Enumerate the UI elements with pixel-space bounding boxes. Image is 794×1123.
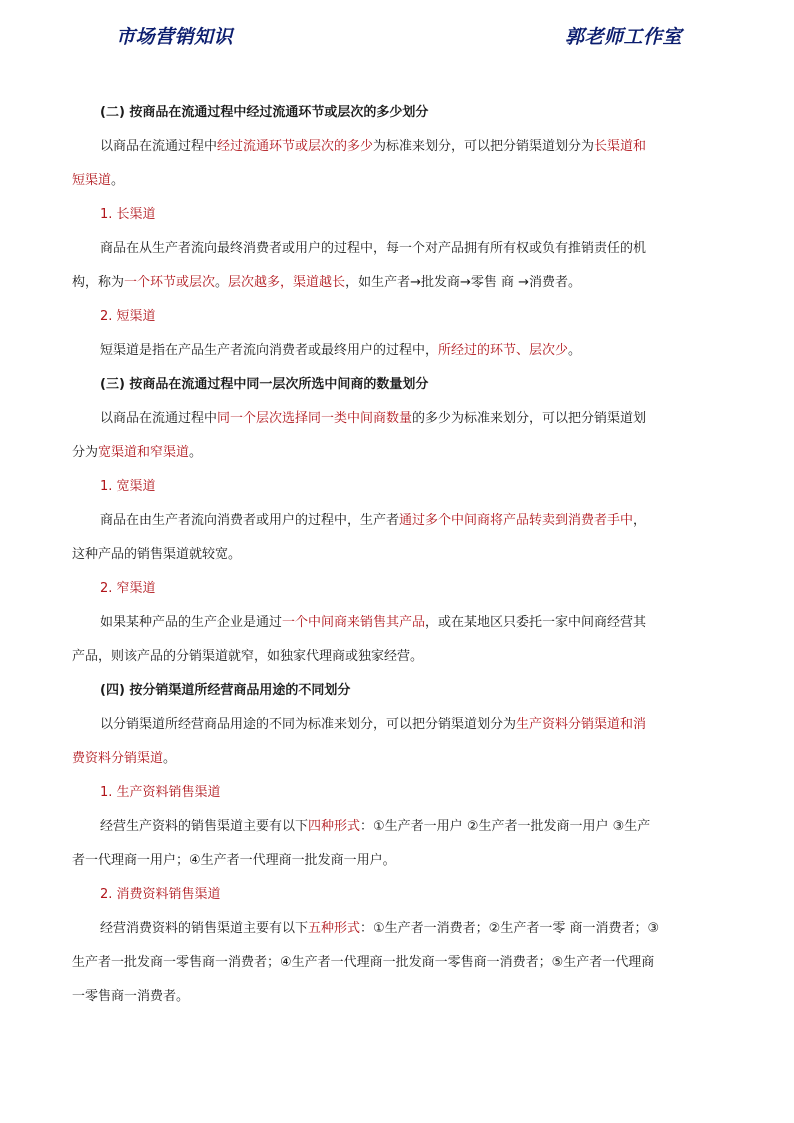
paragraph-cont: 分为宽渠道和窄渠道。 <box>72 445 203 460</box>
section-heading-2: (二) 按商品在流通过程中经过流通环节或层次的多少划分 <box>100 105 429 120</box>
paragraph: 商品在由生产者流向消费者或用户的过程中，生产者通过多个中间商将产品转卖到消费者手中， <box>100 513 647 528</box>
paragraph-cont: 构，称为一个环节或层次。层次越多，渠道越长，如生产者→批发商→零售 商 →消费者。 <box>72 275 582 290</box>
subheading-long-channel: 1. 长渠道 <box>100 207 156 222</box>
paragraph: 经营生产资料的销售渠道主要有以下四种形式：①生产者一用户 ②生产者一批发商一用户 ③生产 <box>100 819 651 834</box>
subheading-narrow-channel: 2. 窄渠道 <box>100 581 156 596</box>
paragraph-cont: 产品，则该产品的分销渠道就窄，如独家代理商或独家经营。 <box>72 649 424 664</box>
paragraph: 以商品在流通过程中经过流通环节或层次的多少为标准来划分，可以把分销渠道划分为长渠道和 <box>100 139 647 154</box>
paragraph-cont: 生产者一批发商一零售商一消费者；④生产者一代理商一批发商一零售商一消费者；⑤生产者一代理商 <box>72 955 655 970</box>
paragraph: 短渠道是指在产品生产者流向消费者或最终用户的过程中，所经过的环节、层次少。 <box>100 343 582 358</box>
paragraph: 以分销渠道所经营商品用途的不同为标准来划分，可以把分销渠道划分为生产资料分销渠道和消 <box>100 717 647 732</box>
paragraph: 经营消费资料的销售渠道主要有以下五种形式：①生产者一消费者；②生产者一零 商一消费者；③ <box>100 921 660 936</box>
paragraph: 以商品在流通过程中同一个层次选择同一类中间商数量的多少为标准来划分，可以把分销渠道划 <box>100 411 647 426</box>
paragraph-cont: 一零售商一消费者。 <box>72 989 190 1004</box>
subheading-wide-channel: 1. 宽渠道 <box>100 479 156 494</box>
subheading-consumer-materials: 2. 消费资料销售渠道 <box>100 887 221 902</box>
paragraph: 如果某种产品的生产企业是通过一个中间商来销售其产品，或在某地区只委托一家中间商经营其 <box>100 615 647 630</box>
paragraph-cont: 费资料分销渠道。 <box>72 751 177 766</box>
paragraph: 商品在从生产者流向最终消费者或用户的过程中，每一个对产品拥有所有权或负有推销责任的机 <box>100 241 647 256</box>
subheading-production-materials: 1. 生产资料销售渠道 <box>100 785 221 800</box>
subheading-short-channel: 2. 短渠道 <box>100 309 156 324</box>
header-right-title: 郭老师工作室 <box>564 26 682 48</box>
header-left-title: 市场营销知识 <box>116 26 234 48</box>
section-heading-3: (三) 按商品在流通过程中同一层次所选中间商的数量划分 <box>100 377 429 392</box>
paragraph-cont: 这种产品的销售渠道就较宽。 <box>72 547 242 562</box>
section-heading-4: (四) 按分销渠道所经营商品用途的不同划分 <box>100 683 351 698</box>
paragraph-cont: 短渠道。 <box>72 173 125 188</box>
paragraph-cont: 者一代理商一用户；④生产者一代理商一批发商一用户。 <box>72 853 396 868</box>
document-body <box>72 96 660 1014</box>
